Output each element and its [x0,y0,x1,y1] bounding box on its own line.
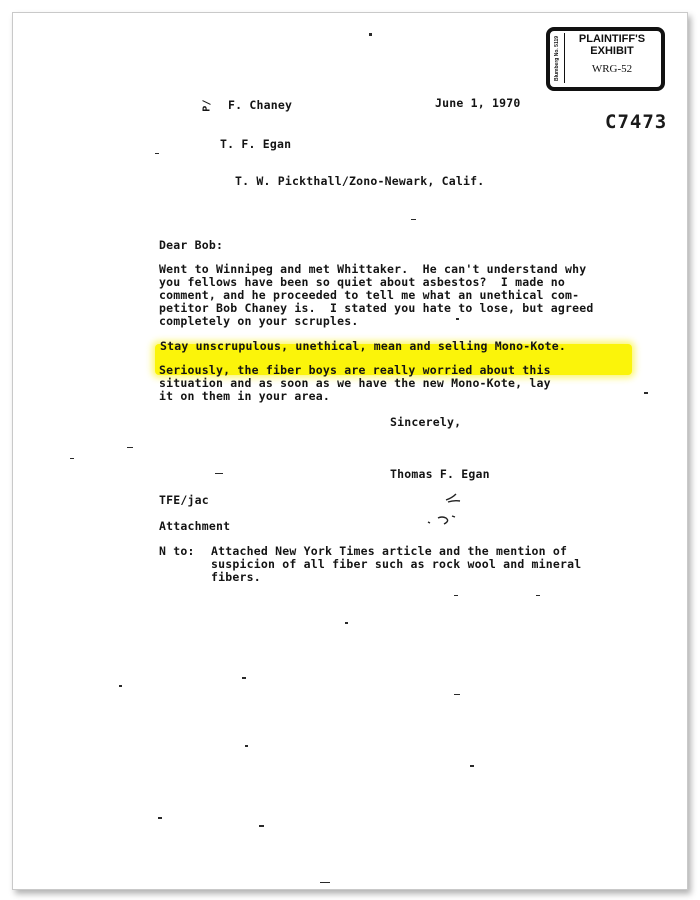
paragraph-2 [159,364,551,403]
scan-speck [536,595,540,596]
salutation: Dear Bob: [159,238,224,252]
document-page [12,12,688,890]
note-text [211,545,581,584]
header-date: June 1, 1970 [435,96,521,110]
enclosure-line: Attachment [159,519,231,533]
scan-speck [215,473,223,474]
scan-speck [454,595,458,596]
scan-speck [155,153,159,154]
paragraph-line: it on them in your area. [159,389,330,403]
paragraph-line: petitor Bob Chaney is. I stated you hate to lose, but agreed [159,301,594,315]
stamp-title-line1: PLAINTIFF'S [578,33,646,45]
plaintiffs-exhibit-stamp [546,27,665,91]
scan-speck [454,694,460,695]
paragraph-line: completely on your scruples. [159,314,359,328]
note-line: fibers. [211,570,261,584]
document-number: C7473 [605,111,668,133]
scan-speck [119,685,122,687]
paragraph-1 [159,263,594,328]
scan-speck [345,622,348,624]
paragraph-line: Seriously, the fiber boys are really worried about this [159,363,551,377]
header-cc: T. W. Pickthall/Zono-Newark, Calif. [235,174,485,188]
scan-speck [242,677,246,679]
closing: Sincerely, [390,415,462,429]
scan-speck [644,392,648,394]
scan-speck [70,458,74,459]
scan-speck [470,765,474,767]
paragraph-line: you fellows have been so quiet about asbestos? I made no [159,275,566,289]
header-from: T. F. Egan [220,137,292,151]
note-prefix: N to: [159,544,195,558]
note-line: Attached New York Times article and the mention of [211,544,568,558]
stamp-exhibit-id: WRG-52 [591,63,633,75]
scan-speck [456,318,459,320]
scan-speck [369,33,372,36]
scan-speck [245,745,248,747]
signature-scribble [418,488,478,536]
scan-speck [411,219,416,220]
note-line: suspicion of all fiber such as rock wool and mineral [211,557,582,571]
scan-speck [127,447,133,448]
scan-speck [158,817,162,819]
signature-name: Thomas F. Egan [390,467,490,481]
paragraph-line: Went to Winnipeg and met Whittaker. He can't understand why [159,262,587,276]
typist-initials: TFE/jac [159,493,209,507]
header-to: F. Chaney [228,98,293,112]
header-prefix: P/ [201,99,213,112]
stamp-divider [564,33,565,83]
paragraph-line: situation and as soon as we have the new Mono-Kote, lay [159,376,551,390]
scan-speck [259,825,264,827]
highlighted-sentence: Stay unscrupulous, unethical, mean and selling Mono-Kote. [160,339,567,353]
stamp-side-text: Blumberg No. 5119 [554,35,560,81]
paragraph-line: comment, and he proceeded to tell me what an unethical com- [159,288,580,302]
stamp-title-line2: EXHIBIT [590,45,634,57]
scan-speck [320,882,330,883]
